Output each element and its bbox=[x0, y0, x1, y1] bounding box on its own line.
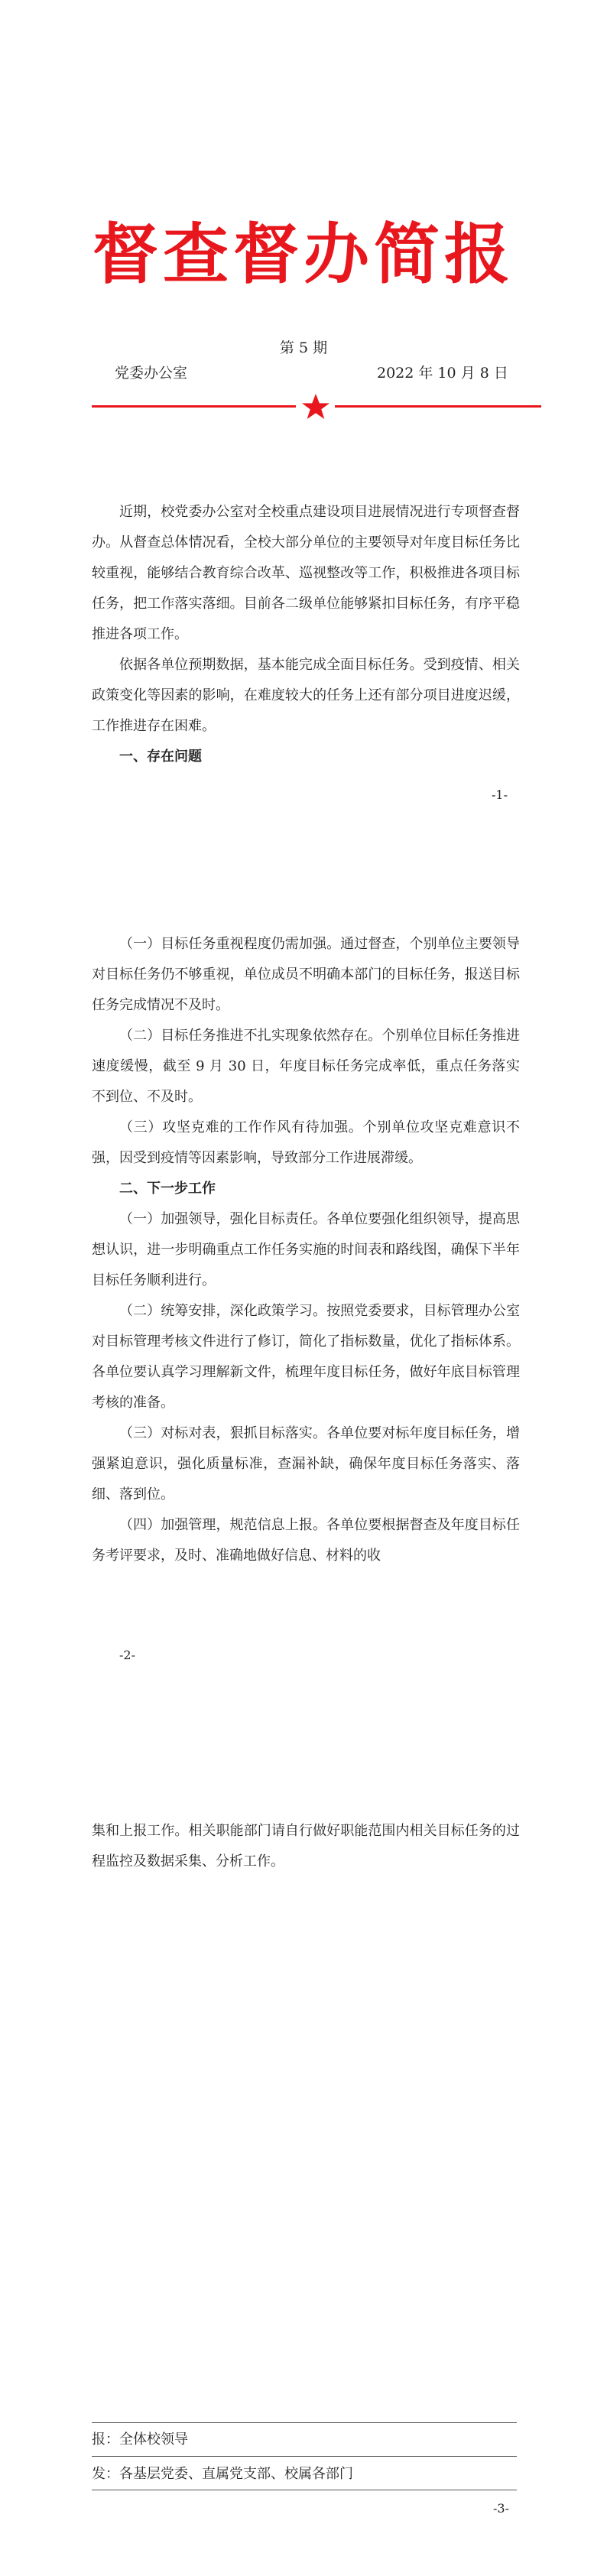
page-2-body bbox=[92, 929, 520, 1571]
red-star-icon bbox=[299, 390, 333, 424]
page-number: -3- bbox=[493, 2501, 509, 2516]
footer-divider-middle bbox=[92, 2456, 517, 2457]
page-1-body bbox=[92, 497, 520, 772]
paragraph: （三）对标对表，狠抓目标落实。各单位要对标年度目标任务，增强紧迫意识，强化质量标准，查漏补缺，确保年度目标任务落实、落细、落到位。 bbox=[92, 1425, 520, 1502]
section-heading-next-steps: 二、下一步工作 bbox=[119, 1181, 216, 1197]
paragraph: （二）目标任务推进不扎实现象依然存在。个别单位目标任务推进速度缓慢，截至 9 月 30 日，年度目标任务完成率低，重点任务落实不到位、不及时。 bbox=[92, 1028, 520, 1105]
red-divider-left bbox=[92, 405, 296, 408]
footer-divider-top bbox=[92, 2422, 517, 2423]
page-3 bbox=[0, 1717, 607, 2576]
section-heading-problems: 一、存在问题 bbox=[119, 749, 202, 765]
issue-number: 第 5 期 bbox=[279, 339, 328, 356]
red-divider-right bbox=[335, 405, 541, 408]
page-2 bbox=[0, 822, 607, 1662]
paragraph: 依据各单位预期数据，基本能完成全面目标任务。受到疫情、相关政策变化等因素的影响，在难度较大的任务上还有部分项目进度迟缓，工作推进存在困难。 bbox=[92, 657, 520, 734]
page-3-body bbox=[92, 1816, 520, 1877]
issue-date: 2022 年 10 月 8 日 bbox=[377, 365, 508, 382]
paragraph: 近期，校党委办公室对全校重点建设项目进展情况进行专项督查督办。从督查总体情况看，全校大部分单位的主要领导对年度目标任务比较重视，能够结合教育综合改革、巡视整改等工作，积极推进各项目标任务，把工作落实落细。目前各二级单位能够紧扣目标任务，有序平稳推进各项工作。 bbox=[92, 504, 520, 642]
issuing-office: 党委办公室 bbox=[115, 365, 188, 382]
paragraph: （四）加强管理，规范信息上报。各单位要根据督查及年度目标任务考评要求，及时、准确地做好信息、材料的收 bbox=[92, 1517, 520, 1564]
report-to: 报：全体校领导 bbox=[92, 2431, 188, 2448]
page-1 bbox=[0, 0, 607, 818]
page-number: -1- bbox=[492, 788, 508, 802]
paragraph: （三）攻坚克难的工作作风有待加强。个别单位攻坚克难意识不强，因受到疫情等因素影响，导致部分工作进展滞缓。 bbox=[92, 1119, 520, 1166]
paragraph: （一）加强领导，强化目标责任。各单位要强化组织领导，提高思想认识，进一步明确重点工作任务实施的时间表和路线图，确保下半年目标任务顺利进行。 bbox=[92, 1211, 520, 1288]
paragraph: （二）统筹安排，深化政策学习。按照党委要求，目标管理办公室对目标管理考核文件进行了修订，简化了指标数量，优化了指标体系。各单位要认真学习理解新文件，梳理年度目标任务，做好年底目标管理考核的准备。 bbox=[92, 1303, 520, 1411]
paragraph: （一）目标任务重视程度仍需加强。通过督查，个别单位主要领导对目标任务仍不够重视，单位成员不明确本部门的目标任务，报送目标任务完成情况不及时。 bbox=[92, 936, 520, 1013]
page-number: -2- bbox=[119, 1648, 135, 1662]
bulletin-title: 督查督办简报 bbox=[93, 216, 514, 293]
send-to: 发：各基层党委、直属党支部、校属各部门 bbox=[92, 2466, 353, 2482]
paragraph: 集和上报工作。相关职能部门请自行做好职能范围内相关目标任务的过程监控及数据采集、分析工作。 bbox=[92, 1823, 520, 1869]
